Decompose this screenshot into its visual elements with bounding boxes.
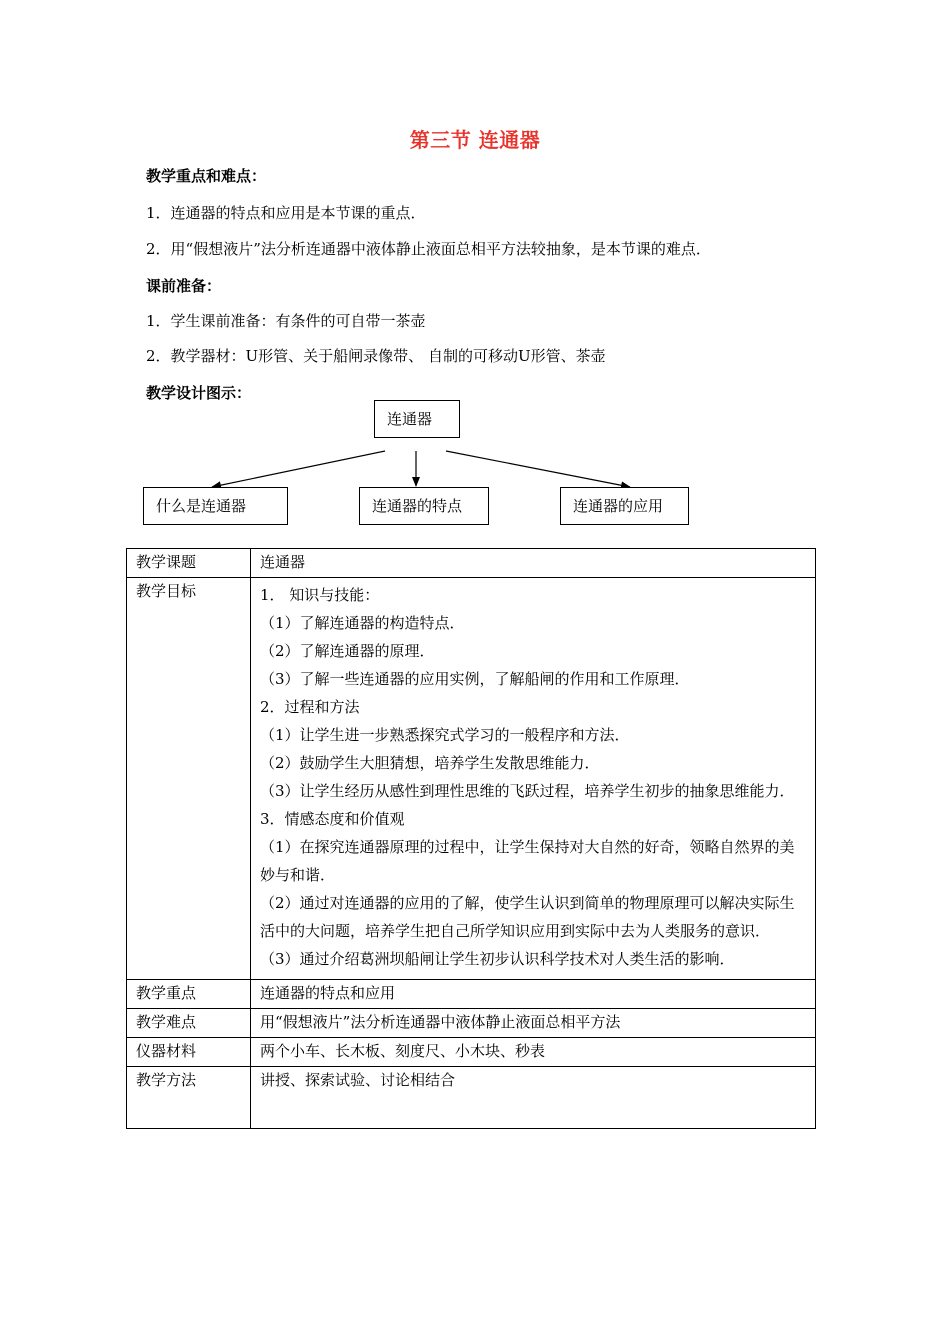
row-value: 两个小车、长木板、刻度尺、小木块、秒表	[251, 1038, 816, 1067]
diagram-root-box: 连通器	[374, 400, 460, 438]
diagram-child-what: 什么是连通器	[143, 487, 288, 525]
table-row	[127, 980, 816, 1009]
diagram-child-features: 连通器的特点	[359, 487, 489, 525]
lesson-plan-table	[126, 548, 816, 1129]
objective-line: 2．过程和方法	[260, 698, 360, 716]
objective-line: （1）在探究连通器原理的过程中，让学生保持对大自然的好奇，领略自然界的美妙与和谐．	[260, 838, 795, 884]
row-value: 用“假想液片”法分析连通器中液体静止液面总相平方法	[251, 1009, 816, 1038]
prep-item-1: 1．学生课前准备：有条件的可自带一茶壶	[146, 312, 426, 330]
design-heading: 教学设计图示：	[146, 384, 252, 402]
key-points-heading: 教学重点和难点：	[146, 167, 267, 185]
arrow-right	[446, 451, 630, 487]
prep-item-2: 2．教学器材：U形管、关于船闸录像带、 自制的可移动U形管、茶壶	[146, 347, 606, 365]
row-label: 教学方法	[127, 1067, 251, 1129]
objective-line: （2）通过对连通器的应用的了解，使学生认识到简单的物理原理可以解决实际生活中的大问题，培养学生把自己所学知识应用到实际中去为人类服务的意识．	[260, 894, 795, 940]
key-point-2: 2．用“假想液片”法分析连通器中液体静止液面总相平方法较抽象，是本节课的难点．	[146, 240, 711, 258]
objectives-cell	[251, 578, 816, 980]
objective-line: （1）让学生进一步熟悉探究式学习的一般程序和方法．	[260, 726, 630, 744]
objective-line: 1． 知识与技能：	[260, 586, 380, 604]
key-point-1: 1．连通器的特点和应用是本节课的重点．	[146, 204, 426, 222]
objective-line: （2）鼓励学生大胆猜想，培养学生发散思维能力．	[260, 754, 600, 772]
table-row	[127, 578, 816, 980]
row-label: 教学课题	[127, 549, 251, 578]
row-label: 教学目标	[127, 578, 251, 980]
table-row	[127, 1067, 816, 1129]
objective-line: （3）通过介绍葛洲坝船闸让学生初步认识科学技术对人类生活的影响．	[260, 950, 735, 968]
objective-line: （2）了解连通器的原理．	[260, 642, 435, 660]
table-row	[127, 1038, 816, 1067]
row-label: 仪器材料	[127, 1038, 251, 1067]
diagram-child-applications: 连通器的应用	[560, 487, 689, 525]
prep-heading: 课前准备：	[146, 277, 222, 295]
table-row	[127, 1009, 816, 1038]
table-row	[127, 549, 816, 578]
row-value: 讲授、探索试验、讨论相结合	[251, 1067, 816, 1129]
row-value: 连通器	[251, 549, 816, 578]
objective-line: （3）了解一些连通器的应用实例，了解船闸的作用和工作原理．	[260, 670, 690, 688]
objective-line: （1）了解连通器的构造特点．	[260, 614, 465, 632]
objective-line: 3．情感态度和价值观	[260, 810, 405, 828]
diagram-arrows	[0, 0, 950, 560]
row-label: 教学重点	[127, 980, 251, 1009]
row-value: 连通器的特点和应用	[251, 980, 816, 1009]
page-title: 第三节 连通器	[409, 128, 541, 152]
arrow-left	[212, 451, 385, 487]
row-label: 教学难点	[127, 1009, 251, 1038]
objective-line: （3）让学生经历从感性到理性思维的飞跃过程，培养学生初步的抽象思维能力．	[260, 782, 795, 800]
